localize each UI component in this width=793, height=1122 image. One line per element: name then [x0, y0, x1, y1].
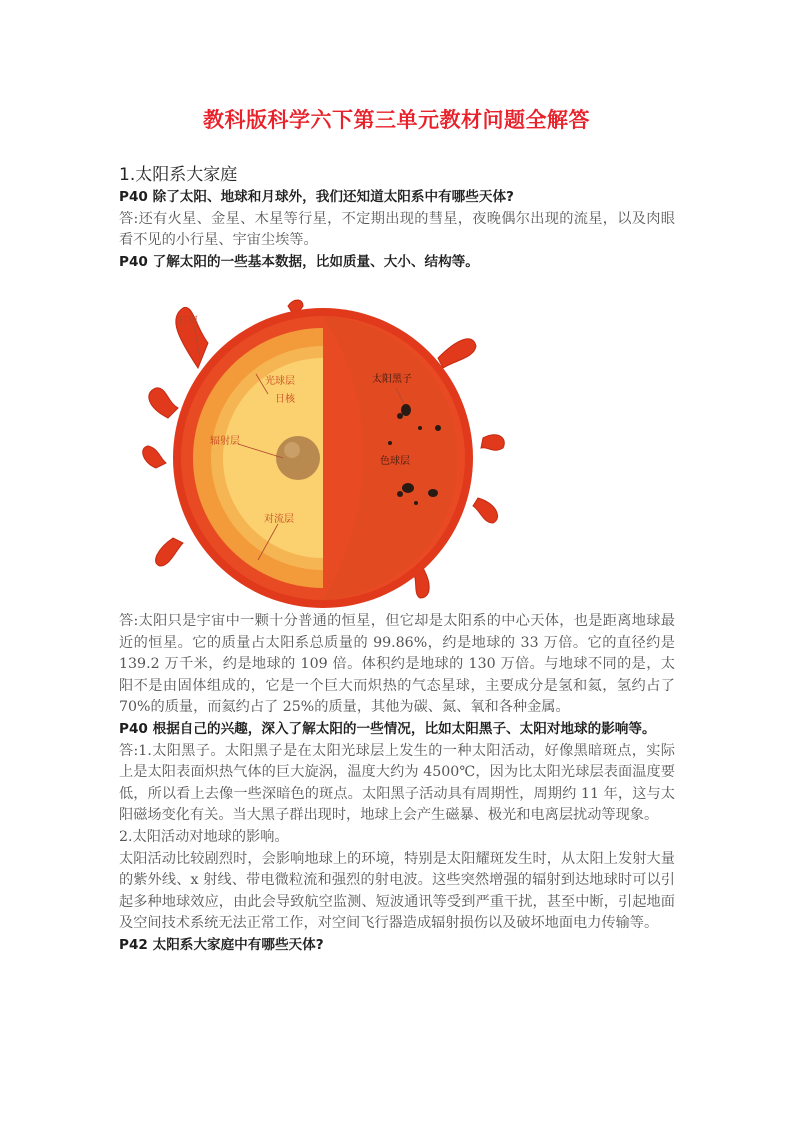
question-p40-sun-data: P40 了解太阳的一些基本数据，比如质量、大小、结构等。	[119, 253, 479, 270]
document-title: 教科版科学六下第三单元教材问题全解答	[203, 108, 590, 132]
answer-solar-activity-heading: 2.太阳活动对地球的影响。	[119, 828, 289, 845]
label-radiative-zone: 辐射层	[210, 436, 240, 447]
label-convection-zone: 对流层	[264, 514, 294, 525]
label-photosphere: 光球层	[265, 376, 295, 387]
answer-sun-data: 答:太阳只是宇宙中一颗十分普通的恒星，但它却是太阳系的中心天体，也是距离地球最近的恒星。它的质量占太阳系总质量的 99.86%，约是地球的 33 万倍。它的直径约是 139.2 万千米，约是地球的 109 倍。体积约是地球的 130 万倍。与地球不同的是，太阳不是由固体组成的，它是一个巨大而炽热的气态星球，主要成分是氢和氦，氢约占了 70%的质量，而氦约占了 25%的质量，其他为碳、氮、氧和各种金属。	[119, 613, 675, 716]
answer-sunspot: 答:1.太阳黑子。太阳黑子是在太阳光球层上发生的一种太阳活动，好像黑暗斑点，实际上是太阳表面炽热气体的巨大旋涡，温度大约为 4500℃，因为比太阳光球层表面温度要低，所以看上去像一些深暗色的斑点。太阳黑子活动具有周期性，周期约 11 年，这与太阳磁场变化有关。当大黑子群出现时，地球上会产生磁暴、极光和电离层扰动等现象。	[119, 742, 675, 824]
label-core: 日核	[275, 394, 295, 405]
text-block-top	[119, 187, 675, 273]
text-block-bottom	[119, 611, 675, 957]
label-chromosphere: 色球层	[380, 456, 410, 467]
question-p40-interest: P40 根据自己的兴趣，深入了解太阳的一些情况，比如太阳黑子、太阳对地球的影响等。	[119, 720, 656, 737]
question-p42-bodies: P42 太阳系大家庭中有哪些天体?	[119, 936, 324, 953]
answer-p40-bodies: 答:还有火星、金星、木星等行星，不定期出现的彗星，夜晚偶尔出现的流星，以及肉眼看不见的小行星、宇宙尘埃等。	[119, 210, 675, 249]
label-prominence: 日珥	[178, 316, 198, 327]
sun-structure-diagram	[138, 298, 510, 608]
answer-solar-activity: 太阳活动比较剧烈时，会影响地球上的环境，特别是太阳耀斑发生时，从太阳上发射大量的紫外线、x 射线、带电微粒流和强烈的射电波。这些突然增强的辐射到达地球时可以引起多种地球效应，由此会导致航空监测、短波通讯等受到严重干扰，甚至中断，引起地面及空间技术系统无法正常工作，对空间飞行器造成辐射损伤以及破坏地面电力传输等。	[119, 850, 675, 932]
section-heading: 1.太阳系大家庭	[119, 165, 238, 185]
label-sunspot: 太阳黑子	[372, 374, 412, 385]
question-p40-bodies: P40 除了太阳、地球和月球外，我们还知道太阳系中有哪些天体?	[119, 189, 514, 205]
